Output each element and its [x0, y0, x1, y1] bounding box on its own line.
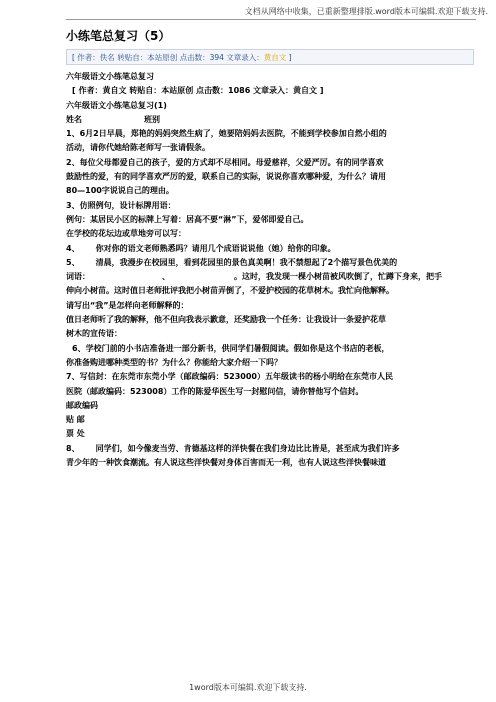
body-line: 伸向小树苗。这时值日老师批评我把小树苗弄倒了，不爱护校园的花草树木。我忙向他解释。	[66, 286, 394, 296]
question-5	[66, 256, 478, 270]
blank-row	[66, 270, 478, 284]
article-meta-box	[66, 49, 474, 65]
meta-suffix: ]	[286, 53, 292, 62]
body-line: 80—100字说说自己的理由。	[66, 186, 174, 196]
stamp-label-1: 贴 邮	[66, 415, 85, 425]
body-line-tail: 。这时，我发现一棵小树苗被风吹倒了，忙蹲下身来，把手	[234, 272, 442, 282]
body-line: 活动，请你代她给陈老师写一张请假条。	[66, 143, 210, 153]
meta-editor-link[interactable]: 黄自文	[263, 53, 287, 62]
meta-prefix: [ 作者：佚名 转贴自：本站原创 点击数：394 文章录入：	[72, 53, 264, 62]
body-line: [ 作者：黄自文 转贴自：本站原创 点击数：1086 文章录入：黄自文 ]	[72, 86, 324, 96]
body-line: 六年级语文小练笔总复习(1)	[66, 100, 167, 110]
blank-label: 词语：	[66, 272, 90, 282]
class-label: 班别	[144, 114, 160, 124]
body-line: 例句：某居民小区的标牌上写着：居高不要“淋”下，爱邻即爱自己。	[66, 214, 309, 224]
name-label: 姓名	[66, 114, 82, 124]
stamp-label-2: 票 处	[66, 429, 85, 439]
header-divider	[66, 19, 476, 20]
body-line: 6、学校门前的小书店准备进一部分新书，供同学们暑假阅读。假如你是这个书店的老板，	[72, 343, 390, 353]
question-text: 同学们，如今像麦当劳、肯德基这样的洋快餐在我们身边比比皆是，甚至成为我们许多	[95, 443, 400, 453]
body-line: 1、6月2日早晨，郑艳的妈妈突然生病了，她要陪妈妈去医院，不能到学校参加自然小组的	[66, 129, 387, 139]
body-line: 树木的宣传语：	[66, 329, 122, 339]
footer-note: 1word版本可编辑.欢迎下载支持.	[189, 683, 307, 692]
body-line: 请写出“我”是怎样向老师解释的：	[66, 300, 189, 310]
body-line: 在学校的花坛边或草地旁可以写：	[66, 229, 186, 239]
body-line: 值日老师听了我的解释，他不但向我表示歉意，还奖励我一个任务：让我设计一条爱护花草	[66, 315, 386, 325]
question-number: 8、	[66, 443, 80, 453]
question-number: 4、	[66, 243, 80, 253]
postcode-label: 邮政编码	[66, 400, 98, 410]
blank-separator: 、	[162, 272, 170, 282]
header-note: 文档从网络中收集，已重新整理排版.word版本可编辑.欢迎下载支持.	[244, 7, 488, 16]
name-class-row	[66, 113, 478, 127]
body-line: 2、每位父母都爱自己的孩子，爱的方式却不尽相同。母爱慈祥，父爱严厉。有的同学喜欢	[66, 157, 384, 167]
body-line: 3、仿照例句，设计标牌用语：	[66, 200, 176, 210]
body-line: 医院（邮政编码：523008）工作的陈爱华医生写一封慰问信，请你替他写个信封。	[66, 386, 364, 396]
body-line: 7、写信封：在东莞市东莞小学（邮政编码：523000）五年级读书的杨小明给在东莞市人民	[66, 372, 393, 382]
question-text: 清晨，我漫步在校园里，看到花园里的景色真美啊！我不禁想起了2个描写景色优美的	[95, 257, 398, 267]
page-title: 小练笔总复习（5）	[66, 29, 171, 43]
question-4	[66, 242, 478, 256]
body-line: 六年级语文小练笔总复习	[66, 72, 154, 81]
question-8	[66, 442, 478, 456]
body-line: 你准备购进哪种类型的书？为什么？你能给大家介绍一下吗？	[66, 357, 282, 367]
question-text: 你对你的语文老师熟悉吗？请用几个成语说说他（她）给你的印象。	[95, 243, 336, 253]
document-body	[66, 70, 478, 470]
question-number: 5、	[66, 257, 80, 267]
body-line: 鼓励性的爱，有的同学喜欢严厉的爱，联系自己的实际，说说你喜欢哪种爱，为什么？请用	[66, 172, 386, 182]
body-line: 青少年的一种饮食潮流。有人说这些洋快餐对身体百害而无一利，也有人说这些洋快餐味道	[66, 458, 386, 468]
